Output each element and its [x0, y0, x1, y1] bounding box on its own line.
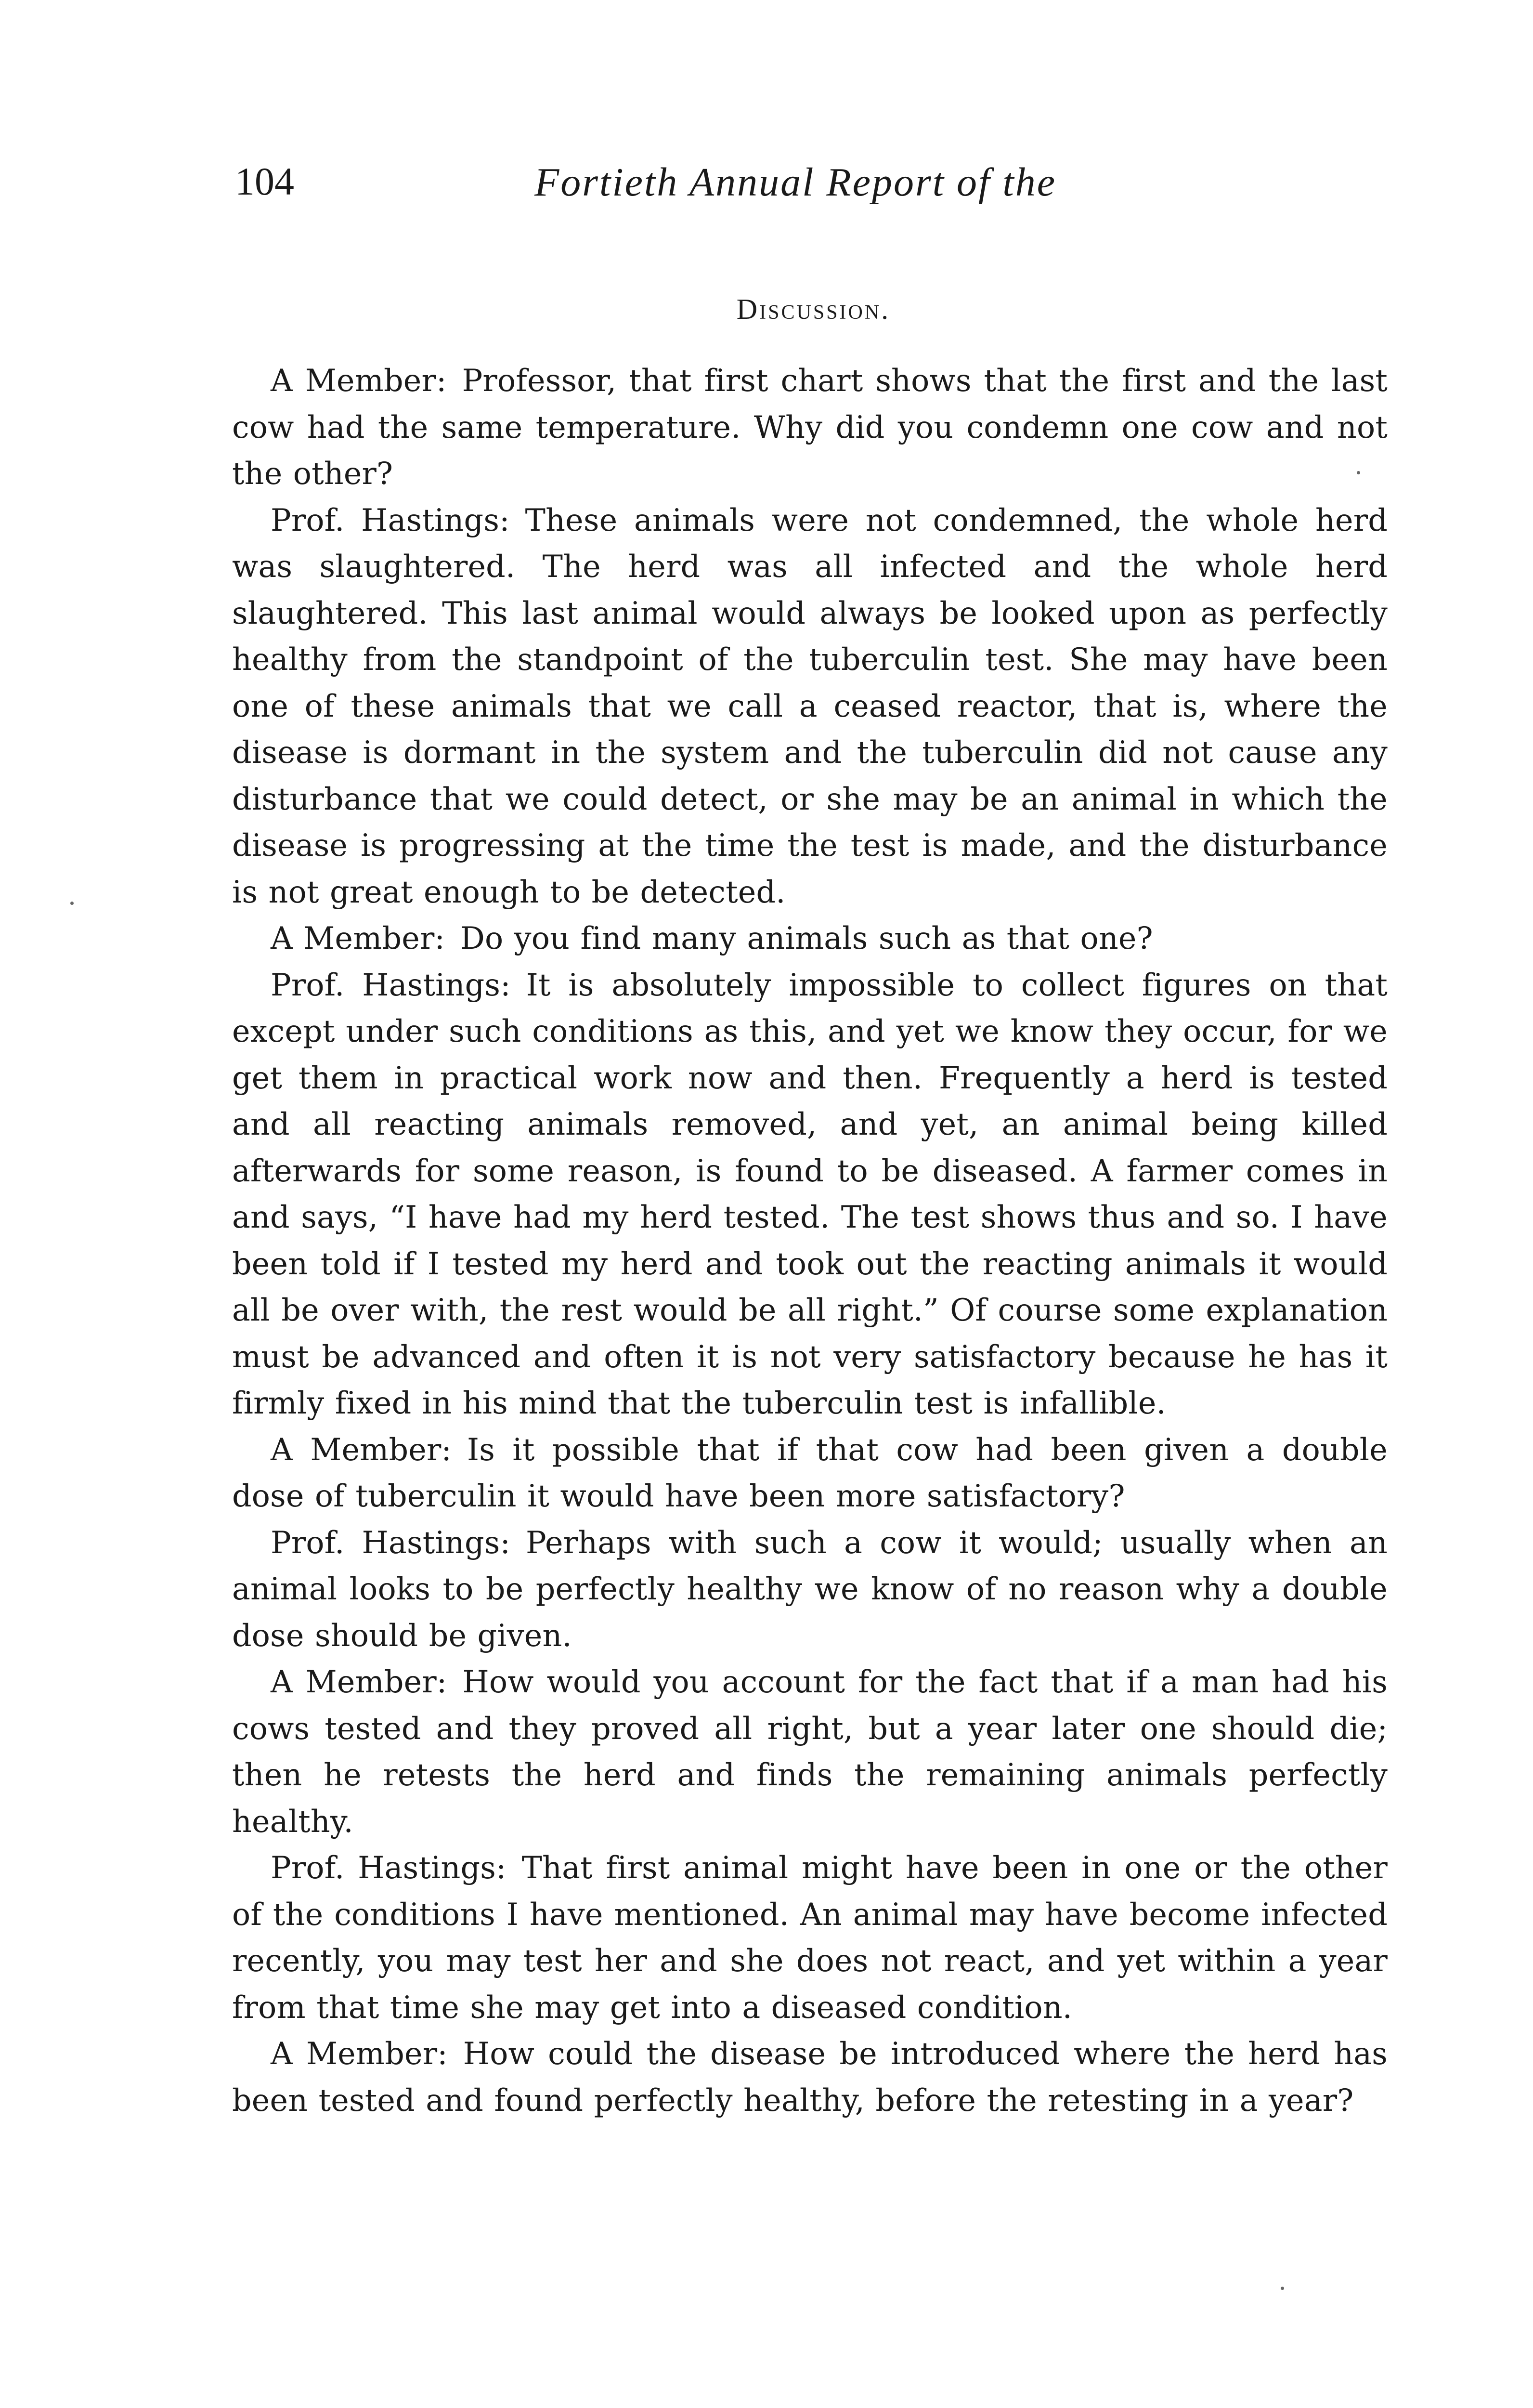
speaker-label: A Member: [271, 1431, 452, 1467]
speaker-label: Prof. Hastings: [271, 502, 510, 538]
paragraph [232, 1659, 1388, 1845]
paragraph [232, 2030, 1388, 2123]
paragraph-text: Is it possible that if that cow had been given a double dose of tuberculin it would have been more satisfactory? [232, 1431, 1388, 1514]
paragraph-text: How would you account for the fact that if a man had his cows tested and they proved all right, but a year later one should die; then he retests the herd and finds the remaining animals perfectly healthy. [232, 1664, 1388, 1839]
paragraph-text: Do you find many animals such as that one? [460, 920, 1153, 956]
speaker-label: A Member: [271, 1664, 447, 1700]
paragraph-text: It is absolutely impossible to collect figures on that except under such conditions as this, and yet we know they occur, for we get them in practical work now and then. Frequently a herd is tested and all reacting animals removed, and yet, an animal being killed afterwards for some reason, is found to be diseased. A farmer comes in and says, “I have had my herd tested. The test shows thus and so. I have been told if I tested my herd and took out the reacting animals it would all be over with, the rest would be all right.” Of course some explanation must be advanced and often it is not very satisfactory because he has it firmly fixed in his mind that the tuberculin test is infallible. [232, 967, 1388, 1421]
speaker-label: Prof. Hastings: [271, 1524, 511, 1560]
paragraph [232, 1519, 1388, 1659]
scan-speck [70, 902, 74, 905]
running-head: Fortieth Annual Report of the [534, 160, 1057, 205]
paragraph-text: Perhaps with such a cow it would; usually when an animal looks to be perfectly healthy we know of no reason why a double dose should be given. [232, 1524, 1388, 1653]
page-number: 104 [235, 159, 294, 203]
paragraph [232, 497, 1388, 916]
paragraph [232, 962, 1388, 1426]
speaker-label: A Member: [271, 920, 445, 956]
paragraph [232, 1426, 1388, 1519]
paragraph-text: These animals were not condemned, the whole herd was slaughtered. The herd was all infected and the whole herd slaughtered. This last animal would always be looked upon as perfectly healthy from the standpoint of the tuberculin test. She may have been one of these animals that we call a ceased reactor, that is, where the disease is dormant in the system and the tuberculin did not cause any disturbance that we could detect, or she may be an animal in which the disease is progressing at the time the test is made, and the disturbance is not great enough to be detected. [232, 502, 1388, 910]
paragraph [232, 1845, 1388, 2030]
section-title: Discussion. [736, 293, 891, 325]
speaker-label: A Member: [271, 363, 447, 398]
paragraph-text: How could the disease be introduced where the herd has been tested and found perfectly healthy, before the retesting in a year? [232, 2036, 1388, 2118]
paragraph-text: That first animal might have been in one or the other of the conditions I have mentioned. An animal may have become infected recently, you may test her and she does not react, and yet within a year from that time she may get into a diseased condition. [232, 1850, 1388, 2025]
paragraph [232, 915, 1388, 962]
speaker-label: Prof. Hastings: [271, 967, 511, 1003]
paragraph-text: Professor, that first chart shows that the first and the last cow had the same temperature. Why did you condemn one cow and not the other? [232, 363, 1388, 491]
body-text [232, 357, 1388, 2123]
speaker-label: Prof. Hastings: [271, 1850, 507, 1885]
scan-speck [1281, 2287, 1284, 2290]
scan-speck [1357, 471, 1360, 474]
speaker-label: A Member: [271, 2036, 448, 2071]
paragraph [232, 357, 1388, 497]
